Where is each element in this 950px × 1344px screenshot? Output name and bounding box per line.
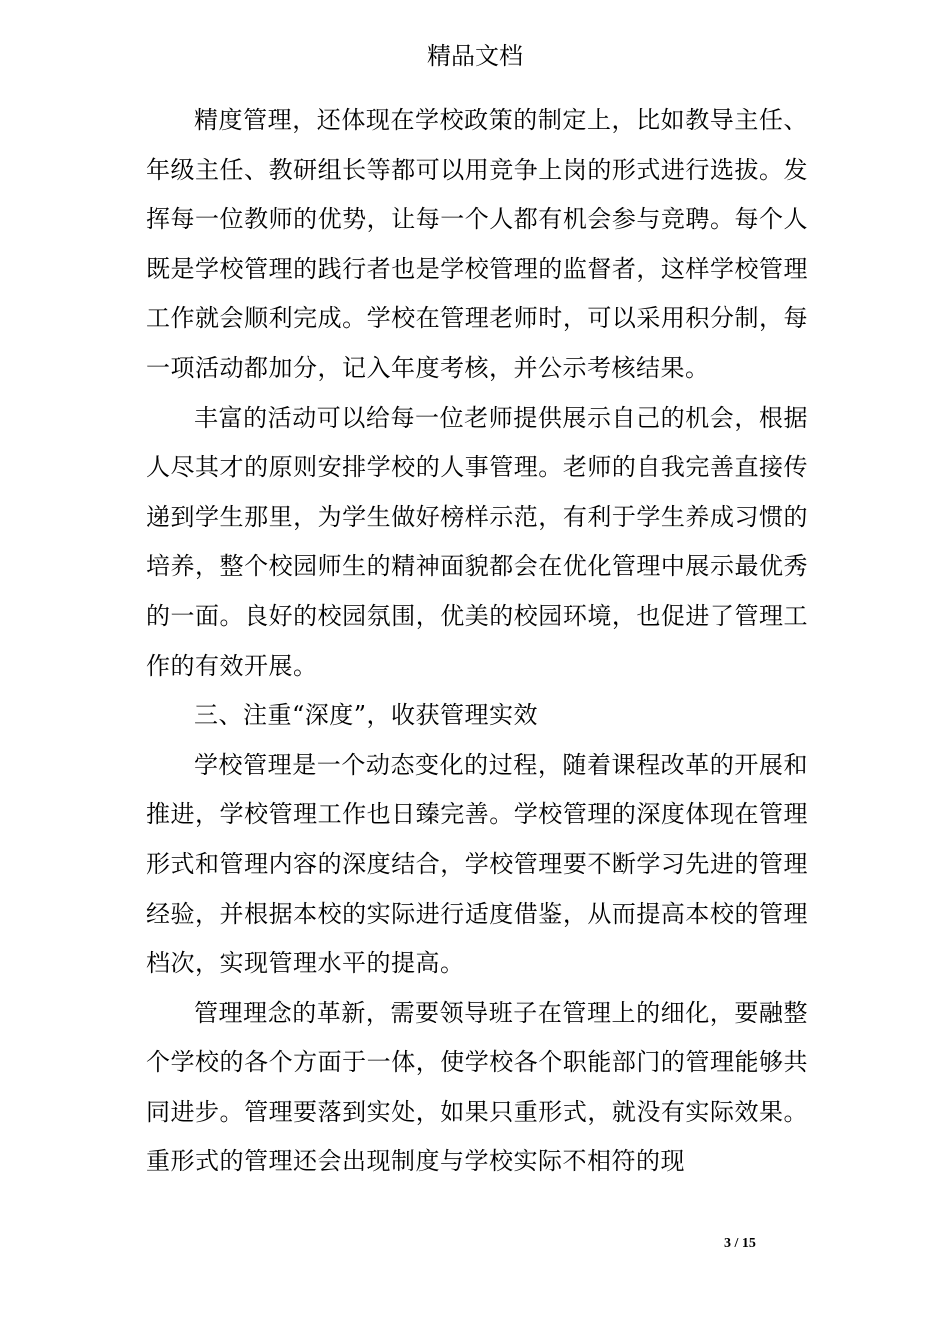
section-heading: 三、注重“深度”，收获管理实效 — [194, 701, 539, 730]
document-body — [146, 96, 808, 1187]
paragraph: 学校管理是一个动态变化的过程，随着课程改革的开展和推进，学校管理工作也日臻完善。学校管理的深度体现在管理形式和管理内容的深度结合，学校管理要不断学习先进的管理经验，并根据本校的实际进行适度借鉴，从而提高本校的管理档次，实现管理水平的提高。 — [146, 750, 808, 978]
page-header: 精品文档 — [427, 42, 523, 70]
page-number: 3 / 15 — [724, 1236, 756, 1251]
paragraph: 精度管理，还体现在学校政策的制定上，比如教导主任、年级主任、教研组长等都可以用竞争上岗的形式进行选拔。发挥每一位教师的优势，让每一个人都有机会参与竞聘。每个人既是学校管理的践行者也是学校管理的监督者，这样学校管理工作就会顺利完成。学校在管理老师时，可以采用积分制，每一项活动都加分，记入年度考核，并公示考核结果。 — [146, 106, 808, 382]
paragraph: 丰富的活动可以给每一位老师提供展示自己的机会，根据人尽其才的原则安排学校的人事管理。老师的自我完善直接传递到学生那里，为学生做好榜样示范，有利于学生养成习惯的培养，整个校园师生的精神面貌都会在优化管理中展示最优秀的一面。良好的校园氛围，优美的校园环境，也促进了管理工作的有效开展。 — [146, 403, 808, 680]
paragraph: 管理理念的革新，需要领导班子在管理上的细化，要融整个学校的各个方面于一体，使学校各个职能部门的管理能够共同进步。管理要落到实处，如果只重形式，就没有实际效果。重形式的管理还会出现制度与学校实际不相符的现 — [146, 998, 808, 1176]
